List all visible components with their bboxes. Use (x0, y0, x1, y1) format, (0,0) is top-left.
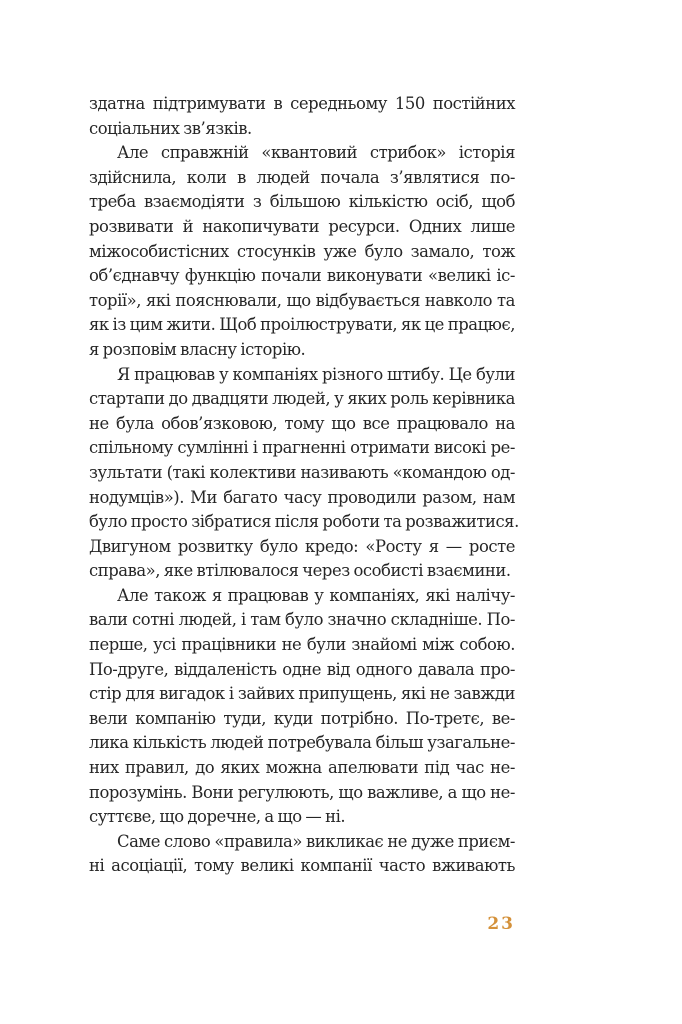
text-line: зультати (такі колективи називають «командою од- (89, 462, 515, 482)
text-line: торії», які пояснювали, що відбувається навколо та (89, 290, 515, 310)
page-number: 23 (487, 914, 515, 934)
text-line: міжособистісних стосунків уже було замало, тож (89, 241, 515, 261)
paragraph (89, 141, 515, 362)
text-line: розвивати й накопичувати ресурси. Одних лише (89, 216, 515, 236)
page-body (89, 92, 519, 879)
text-line: було просто зібратися після роботи та розважитися. (89, 512, 519, 532)
text-line: суттєве, що доречне, а що — ні. (89, 807, 346, 827)
text-line: вели компанію туди, куди потрібно. По-третє, ве- (89, 708, 515, 728)
text-line: лика кількість людей потребувала більш узагальне- (89, 733, 515, 753)
text-line: нодумців»). Ми багато часу проводили разом, нам (89, 487, 515, 507)
text-line: як із цим жити. Щоб проілюструвати, як це працює, (89, 315, 515, 335)
text-line: об’єднавчу функцію почали виконувати «великі іс- (89, 266, 515, 286)
text-line: Але також я працював у компаніях, які налічу- (117, 585, 515, 605)
text-line: ні асоціації, тому великі компанії часто вживають (89, 856, 515, 876)
text-line: По-друге, віддаленість одне від одного давала про- (89, 659, 515, 679)
paragraph (89, 92, 515, 141)
text-line: спільному сумлінні і прагненні отримати високі ре- (89, 438, 515, 458)
text-line: соціальних зв’язків. (89, 118, 252, 138)
text-line: не була обов’язковою, тому що все працювало на (89, 413, 515, 433)
text-line: треба взаємодіяти з більшою кількістю осіб, щоб (89, 192, 515, 212)
text-line: порозумінь. Вони регулюють, що важливе, а що не- (89, 782, 515, 802)
text-line: Але справжній «квантовий стрибок» історія (117, 143, 515, 163)
text-line: я розповім власну історію. (89, 339, 306, 359)
text-line: стір для вигадок і зайвих припущень, які не завжди (89, 684, 515, 704)
text-line: Я працював у компаніях різного штибу. Це були (117, 364, 515, 384)
text-line: вали сотні людей, і там було значно складніше. По- (89, 610, 515, 630)
paragraph (89, 363, 519, 584)
text-line: них правил, до яких можна апелювати під час не- (89, 758, 515, 778)
text-line: перше, усі працівники не були знайомі між собою. (89, 635, 515, 655)
text-line: здійснила, коли в людей почала з’являтися по- (89, 167, 515, 187)
text-line: справа», яке втілювалося через особисті взаємини. (89, 561, 511, 581)
text-line: Двигуном розвитку було кредо: «Росту я — росте (89, 536, 515, 556)
text-line: стартапи до двадцяти людей, у яких роль керівника (89, 389, 515, 409)
text-line: здатна підтримувати в середньому 150 постійних (89, 94, 515, 113)
paragraph (89, 584, 515, 830)
text-line: Саме слово «правила» викликає не дуже приєм- (117, 831, 515, 851)
paragraph (89, 830, 515, 879)
